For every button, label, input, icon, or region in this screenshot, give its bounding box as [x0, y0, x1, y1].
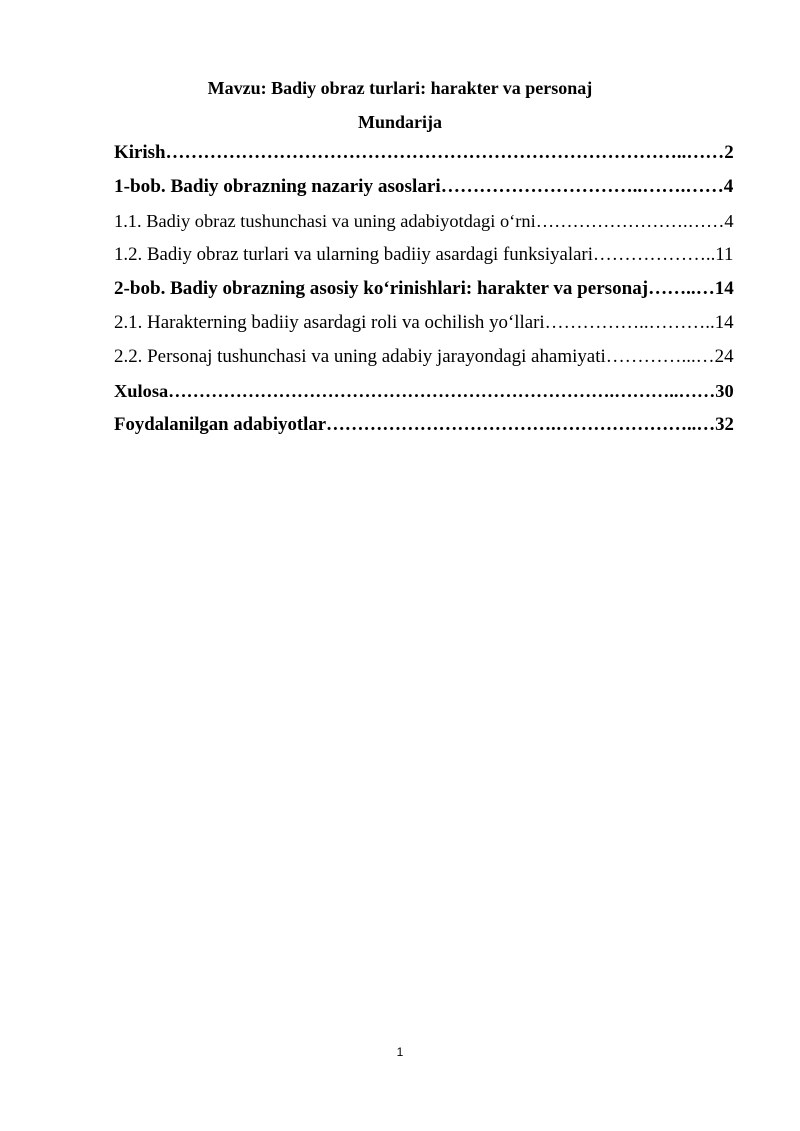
- toc-entry-xulosa: [114, 380, 734, 414]
- toc-entry-text: Kirish………………………………………………………………………..……2: [114, 142, 734, 163]
- table-of-contents: [114, 142, 734, 448]
- toc-entry-text: 1.2. Badiy obraz turlari va ularning badiiy asardagi funksiyalari………………..11: [114, 244, 734, 265]
- toc-entry-chapter-1: [114, 176, 734, 210]
- toc-entry-kirish: [114, 142, 734, 176]
- page-number: 1: [396, 1045, 404, 1059]
- toc-entry-text: 1-bob. Badiy obrazning nazariy asoslari…………………………..…….……4: [114, 176, 734, 197]
- toc-entry-section-1-1: [114, 210, 734, 244]
- toc-entry-text: Xulosa……………………………………………………………….………..……30: [114, 381, 734, 401]
- toc-entry-text: 2-bob. Badiy obrazning asosiy ko‘rinishlari: harakter va personaj……..…14: [114, 278, 734, 299]
- toc-entry-section-1-2: [114, 244, 734, 278]
- toc-entry-section-2-1: [114, 312, 734, 346]
- toc-entry-text: 1.1. Badiy obraz tushunchasi va uning adabiyotdagi o‘rni…………………….……4: [114, 211, 734, 231]
- toc-entry-text: 2.2. Personaj tushunchasi va uning adabiy jarayondagi ahamiyati…………...…24: [114, 346, 734, 367]
- toc-entry-text: Foydalanilgan adabiyotlar……………………………….…………………..…32: [114, 414, 734, 435]
- toc-entry-references: [114, 414, 734, 448]
- toc-title: Mundarija: [357, 112, 442, 132]
- topic-heading: Mavzu: Badiy obraz turlari: harakter va personaj: [207, 78, 593, 98]
- toc-entry-section-2-2: [114, 346, 734, 380]
- toc-entry-chapter-2: [114, 278, 734, 312]
- toc-entry-text: 2.1. Harakterning badiiy asardagi roli va ochilish yo‘llari……………..………..14: [114, 312, 734, 333]
